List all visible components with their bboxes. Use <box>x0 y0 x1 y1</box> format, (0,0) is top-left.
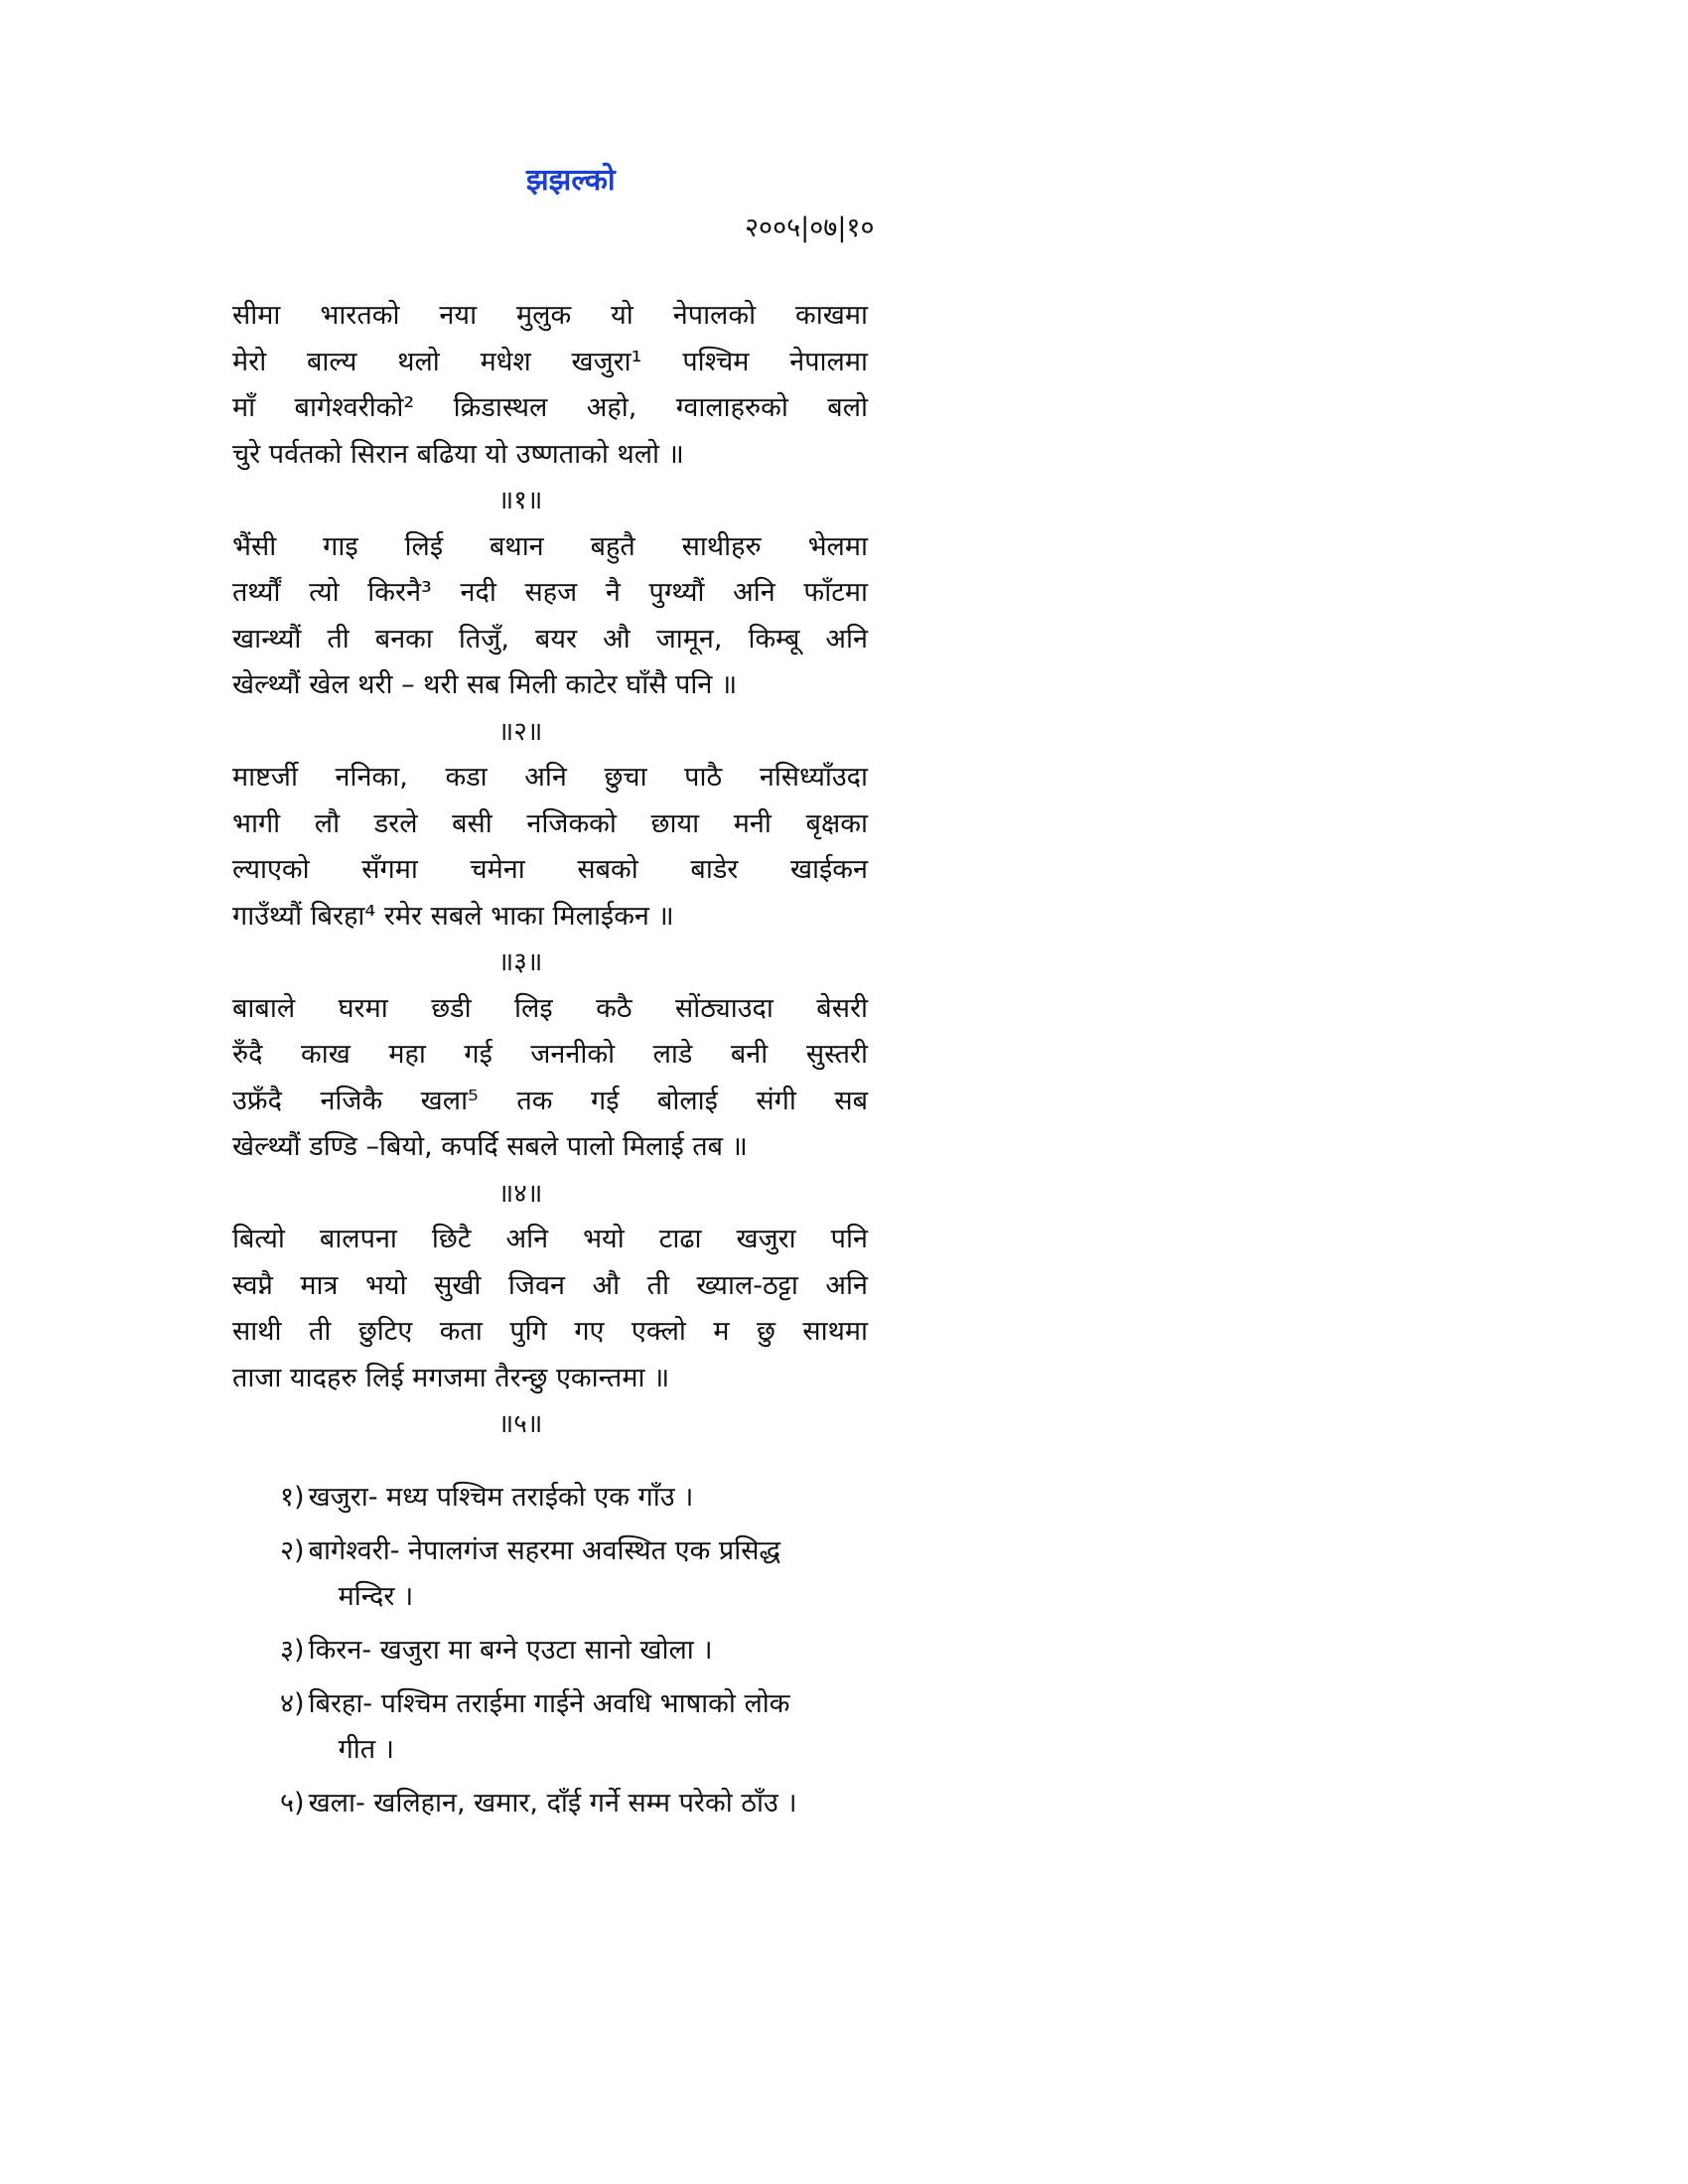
verse-line: भागी लौ डरले बसी नजिकको छाया मनी बृक्षका <box>232 807 868 839</box>
verse-line: खान्थ्यौं ती बनका तिजुँ, बयर औ जामून, किम्बू अनि <box>232 623 868 655</box>
verse-line: स्वप्नै मात्र भयो सुखी जिवन औ ती ख्याल-ठट्टा अनि <box>232 1269 868 1301</box>
footnote-line: बागेश्वरी- नेपालगंज सहरमा अवस्थित एक प्रसिद्ध <box>308 1535 781 1566</box>
footnote-number: ५) <box>280 1788 305 1819</box>
stanza-marker: ॥३॥ <box>497 947 543 977</box>
footnote-text <box>305 1681 915 1773</box>
verse-line: खेल्थ्यौं खेल थरी – थरी सब मिली काटेर घाँसै पनि ॥ <box>232 669 738 700</box>
stanza <box>232 524 868 756</box>
stanza-marker: ॥१॥ <box>497 486 543 515</box>
footnote-text <box>305 1781 915 1826</box>
footnote-line: खला- खलिहान, खमार, दाँई गर्ने सम्म परेको ठाँउ । <box>308 1788 797 1819</box>
footnote-number: ३) <box>280 1635 305 1666</box>
verse-line: गाउँथ्यौं बिरहा⁴ रमेर सबले भाका मिलाईकन ॥ <box>232 900 674 932</box>
verse-line: भैंसी गाइ लिई बथान बहुतै साथीहरु भेलमा <box>232 530 868 562</box>
footnote-text <box>305 1475 915 1521</box>
footnote-line: किरन- खजुरा मा बग्ने एउटा सानो खोला । <box>308 1635 713 1666</box>
poem-date: २००५|०७|१० <box>745 213 875 243</box>
footnote-text <box>305 1529 915 1620</box>
verse-line: उफ्रँदै नजिकै खला⁵ तक गई बोलाई संगी सब <box>232 1085 868 1116</box>
stanza <box>232 986 868 1218</box>
verse-line: बाबाले घरमा छडी लिइ कठै सोंठ्याउदा बेसरी <box>232 992 868 1024</box>
verse-line: खेल्थ्यौं डण्डि –बियो, कपर्दि सबले पालो मिलाई तब ॥ <box>232 1131 748 1162</box>
stanza-marker: ॥५॥ <box>497 1409 543 1439</box>
footnote-line: बिरहा- पश्चिम तराईमा गाईने अवधि भाषाको लोक <box>308 1688 790 1719</box>
footnote <box>280 1628 915 1674</box>
verse-line: चुरे पर्वतको सिरान बढिया यो उष्णताको थलो ॥ <box>232 438 684 470</box>
footnote-text <box>305 1628 915 1674</box>
verse-line: ताजा यादहरु लिई मगजमा तैरन्छु एकान्तमा ॥ <box>232 1362 670 1393</box>
footnote-number: २) <box>280 1535 305 1566</box>
poem-body <box>232 293 868 1448</box>
footnote-continuation: गीत । <box>338 1734 394 1765</box>
footnote <box>280 1681 915 1773</box>
verse-line: साथी ती छुटिए कता पुगि गए एक्लो म छु साथमा <box>232 1316 868 1347</box>
verse-line: रुँदै काख महा गई जननीको लाडे बनी सुस्तरी <box>232 1039 868 1070</box>
stanza <box>232 755 868 986</box>
stanza <box>232 293 868 524</box>
verse-line: मेरो बाल्य थलो मधेश खजुरा¹ पश्चिम नेपालमा <box>232 346 868 377</box>
footnote-number: १) <box>280 1482 305 1513</box>
footnote-line: खजुरा- मध्य पश्चिम तराईको एक गाँउ । <box>308 1482 694 1513</box>
footnote <box>280 1475 915 1521</box>
verse-line: माँ बागेश्वरीको² क्रिडास्थल अहो, ग्वालाहरुको बलो <box>232 392 868 423</box>
stanza <box>232 1217 868 1448</box>
stanza-marker: ॥२॥ <box>497 716 543 747</box>
verse-line: तर्थ्यौं त्यो किरनै³ नदी सहज नै पुग्थ्यौं अनि फाँटमा <box>232 577 868 608</box>
verse-line: बित्यो बालपना छिटै अनि भयो टाढा खजुरा पनि <box>232 1224 868 1254</box>
poem-title: झझल्को <box>526 163 616 198</box>
footnotes <box>280 1475 915 1834</box>
verse-line: माष्टर्जी ननिका, कडा अनि छुचा पाठै नसिध्याँउदा <box>232 762 868 793</box>
footnote <box>280 1529 915 1620</box>
verse-line: सीमा भारतको नया मुलुक यो नेपालको काखमा <box>232 300 868 331</box>
footnote-number: ४) <box>280 1688 305 1719</box>
footnote-continuation: मन्दिर । <box>338 1581 414 1612</box>
footnote <box>280 1781 915 1826</box>
verse-line: ल्याएको सँगमा चमेना सबको बाडेर खाईकन <box>232 854 868 885</box>
stanza-marker: ॥४॥ <box>497 1178 543 1209</box>
